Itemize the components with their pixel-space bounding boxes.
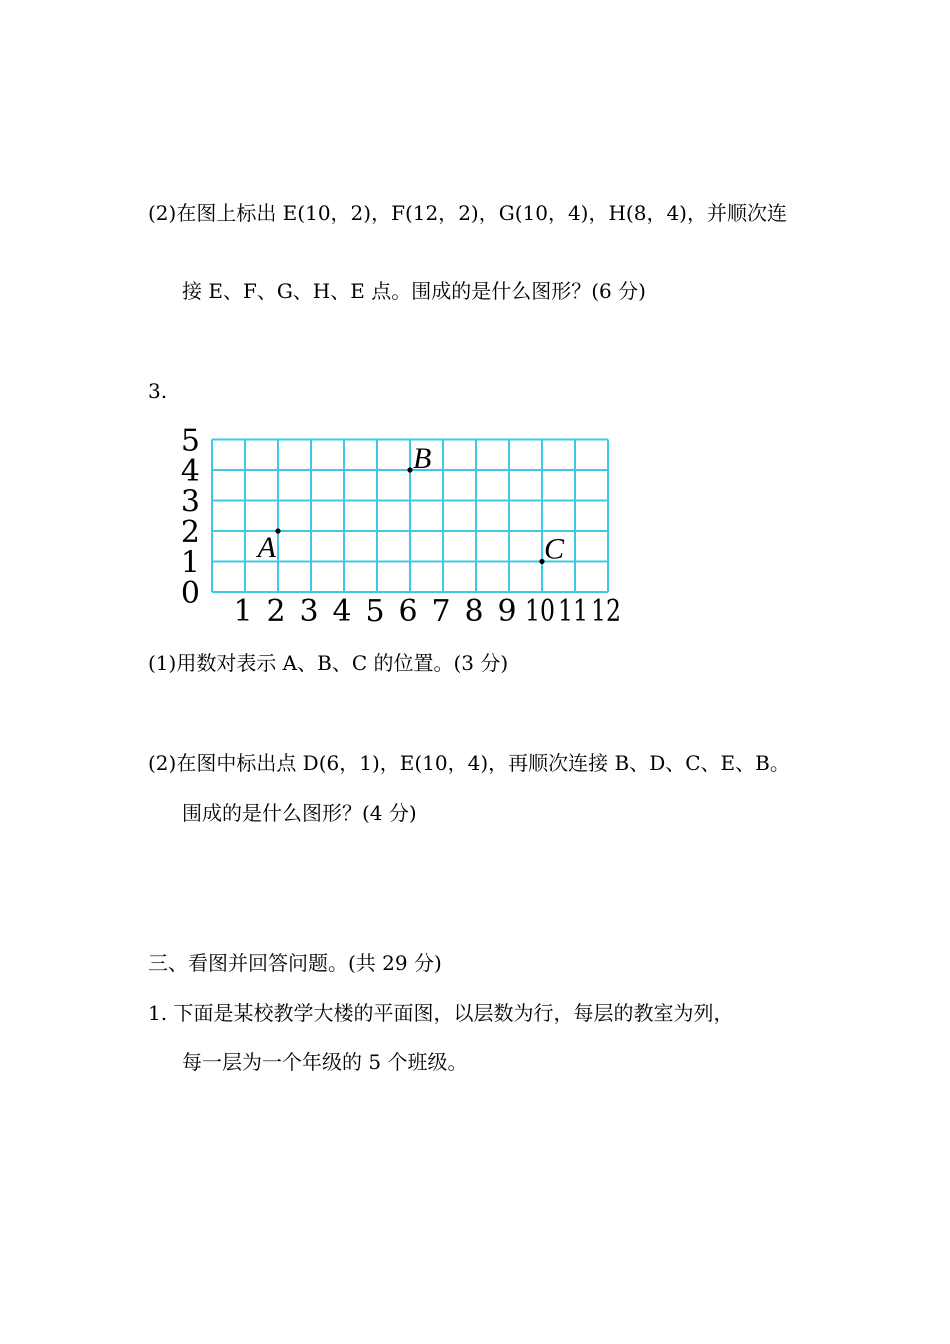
x-axis-tick-label: 1 (233, 594, 253, 629)
y-axis-tick-label: 1 (180, 545, 200, 581)
problem-3-question-2-line1: (2)在图中标出点 D(6，1)，E(10，4)，再顺次连接 B、D、C、E、B。 (148, 751, 790, 775)
x-axis-tick-label: 10 (525, 594, 555, 629)
y-axis-tick-label: 0 (180, 576, 200, 611)
coordinate-grid-svg (180, 420, 640, 630)
x-axis-tick-label: 4 (332, 594, 352, 629)
point-label-c: C (544, 532, 565, 566)
point-b (407, 467, 412, 472)
x-axis-tick-label: 5 (365, 594, 385, 629)
x-axis-tick-label: 6 (398, 594, 418, 629)
point-label-b: B (413, 442, 432, 475)
x-axis-tick-label: 9 (497, 594, 517, 629)
section-3-problem-1-line2: 每一层为一个年级的 5 个班级。 (182, 1050, 468, 1074)
coordinate-grid-figure (180, 420, 640, 630)
point-label-a: A (257, 531, 276, 564)
problem-3-question-2-line2: 围成的是什么图形？(4 分) (182, 801, 417, 825)
x-axis-tick-label: 3 (299, 594, 319, 629)
x-axis-tick-label: 11 (558, 594, 588, 629)
question-2-2-line1: (2)在图上标出 E(10，2)，F(12，2)，G(10，4)，H(8，4)，并顺次连 (148, 201, 787, 225)
point-a (275, 528, 280, 533)
x-axis-tick-label: 8 (464, 594, 484, 629)
y-axis-tick-label: 5 (180, 423, 200, 459)
x-axis-tick-label: 7 (431, 594, 451, 629)
problem-3-number: 3. (148, 379, 168, 403)
problem-3-question-1: (1)用数对表示 A、B、C 的位置。(3 分) (148, 651, 509, 675)
section-3-heading: 三、看图并回答问题。(共 29 分) (148, 951, 442, 975)
y-axis-tick-label: 2 (180, 515, 200, 550)
y-axis-tick-label: 3 (180, 484, 200, 520)
section-3-problem-1-line1: 1. 下面是某校教学大楼的平面图，以层数为行，每层的教室为列， (148, 1001, 734, 1025)
x-axis-tick-label: 2 (266, 594, 286, 629)
question-2-2-line2: 接 E、F、G、H、E 点。围成的是什么图形？(6 分) (182, 279, 646, 303)
x-axis-tick-label: 12 (591, 594, 621, 629)
y-axis-tick-label: 4 (180, 454, 200, 489)
